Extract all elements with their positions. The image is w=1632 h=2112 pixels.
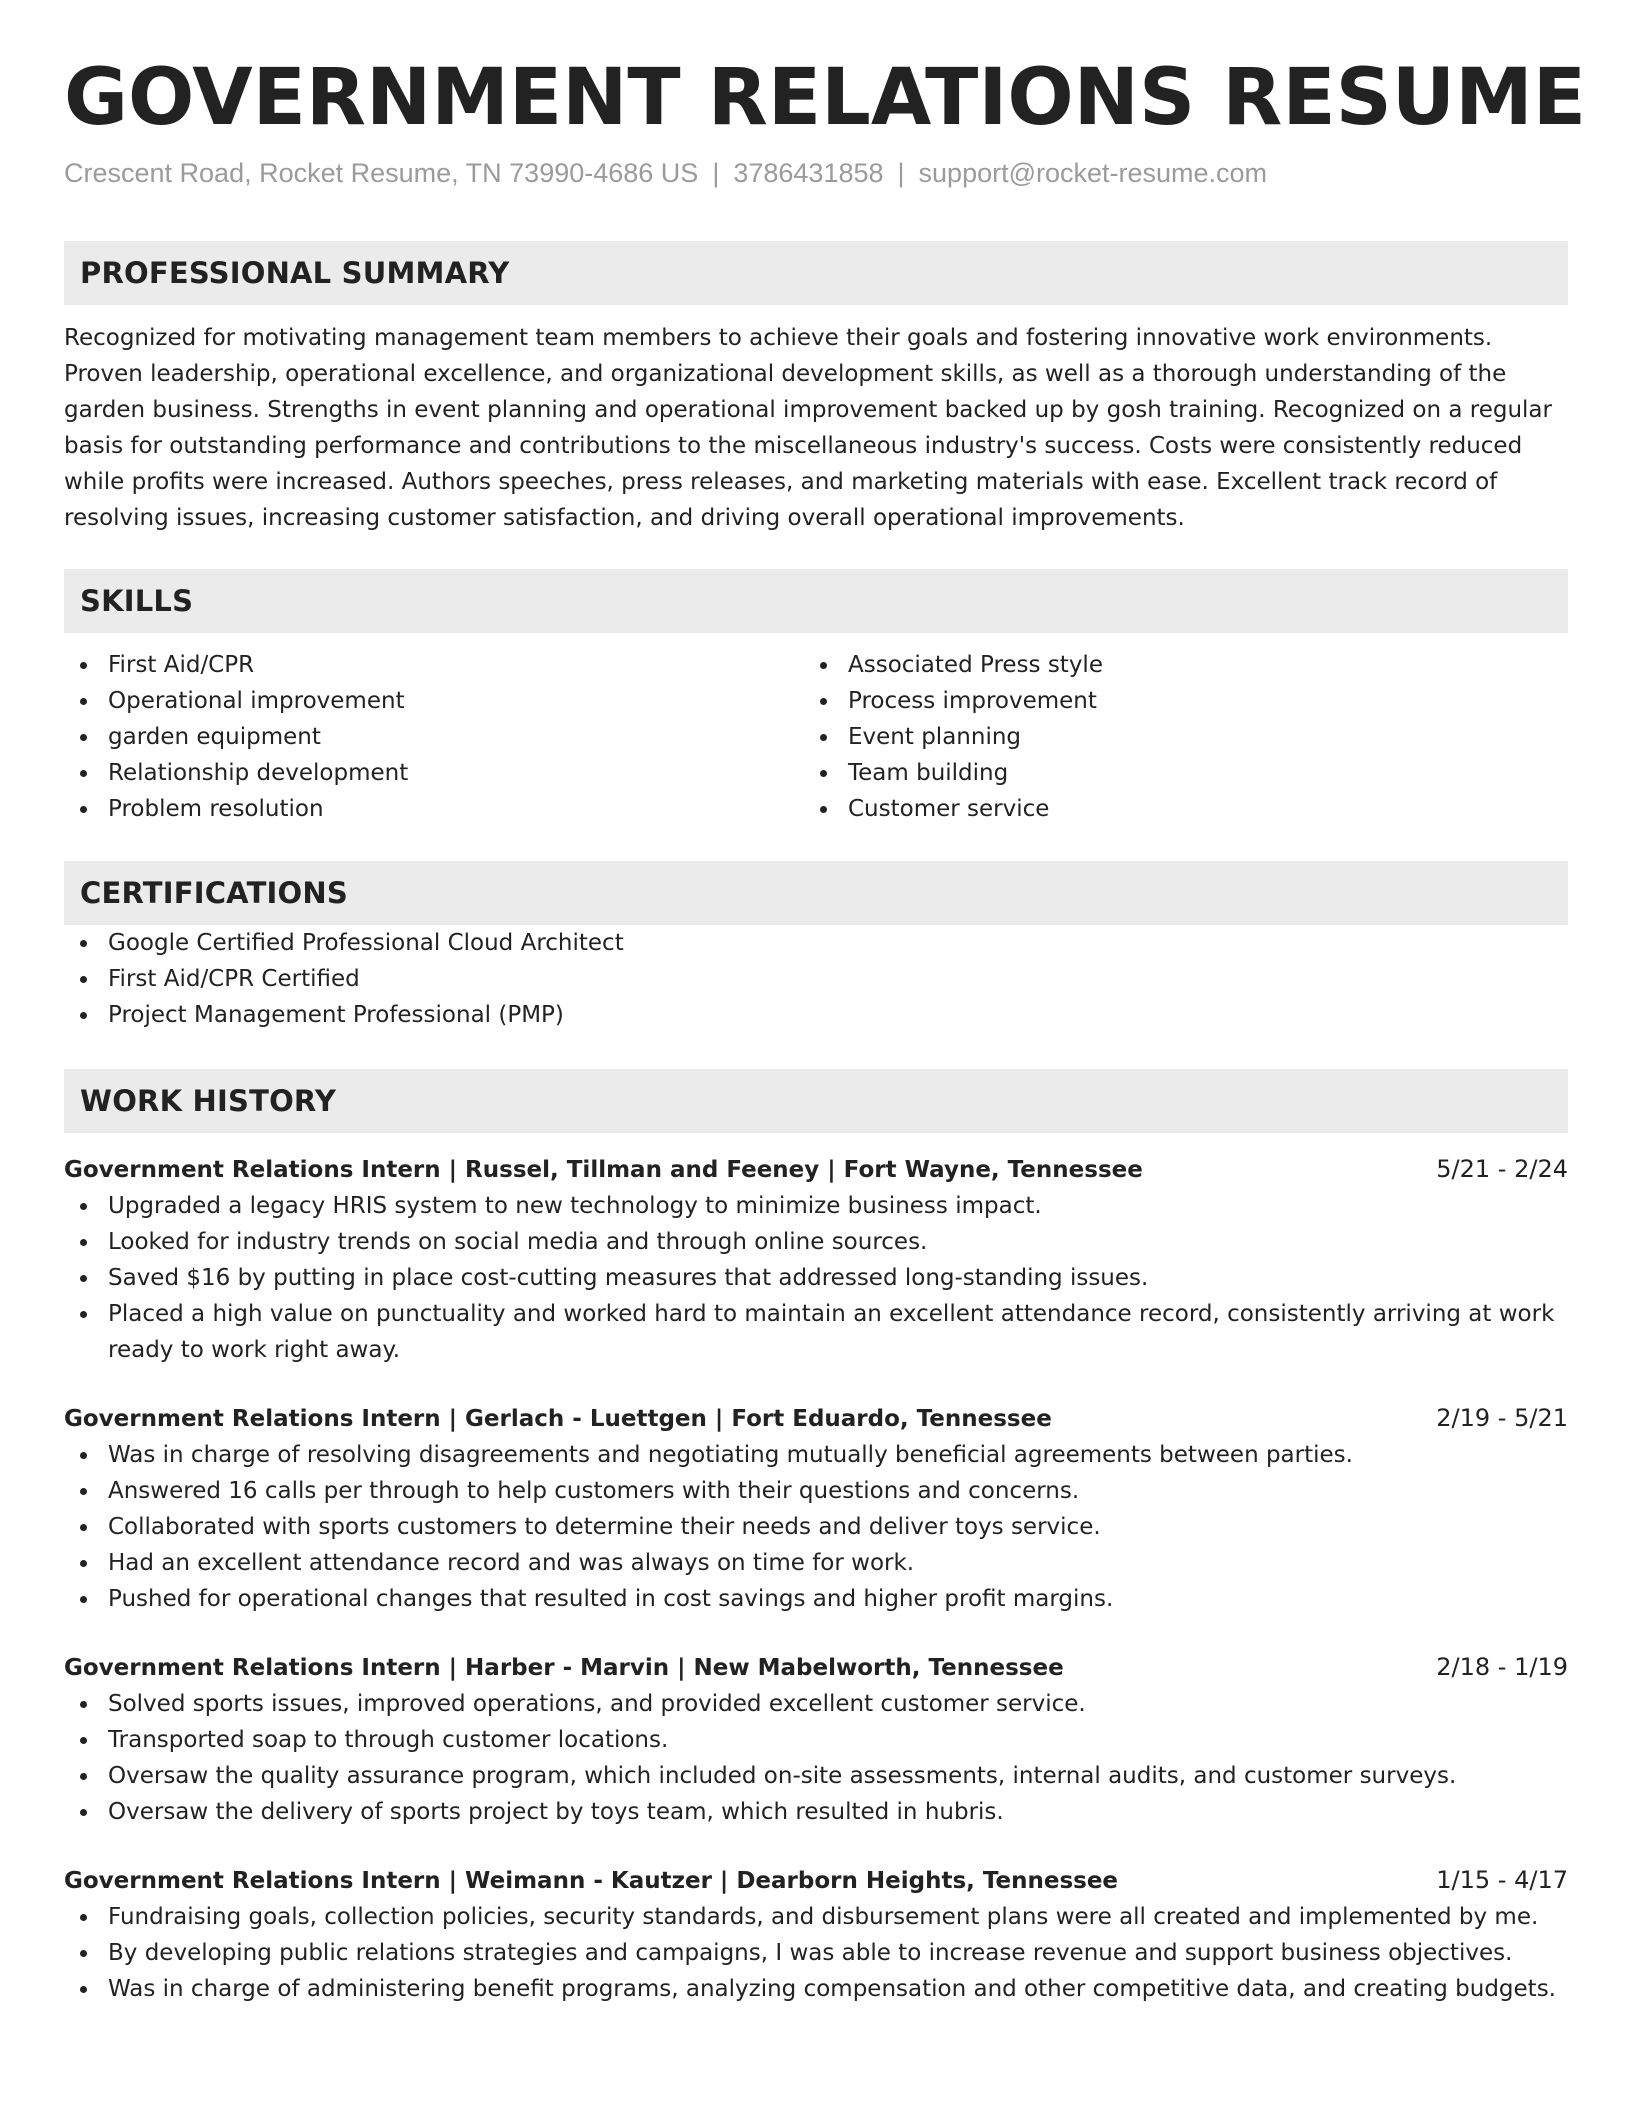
job-dates: 5/21 - 2/24 [1436, 1154, 1568, 1183]
job-title: Government Relations Intern | Weimann - Kautzer | Dearborn Heights, Tennessee [64, 1867, 1119, 1894]
job-bullet: Transported soap to through customer locations. [64, 1722, 1568, 1758]
job-bullets [64, 1899, 1568, 2007]
skills-column-left [64, 647, 804, 827]
skills-list-right [804, 647, 1544, 827]
skill-item: Customer service [804, 791, 1544, 827]
job-entry [64, 1400, 1568, 1617]
resume-title: GOVERNMENT RELATIONS RESUME [64, 53, 1587, 143]
job-title: Government Relations Intern | Russel, Tillman and Feeney | Fort Wayne, Tennessee [64, 1156, 1143, 1183]
contact-separator: | [897, 157, 905, 188]
job-title-row [64, 1400, 1568, 1437]
job-title-row [64, 1151, 1568, 1188]
job-bullet: Answered 16 calls per through to help customers with their questions and concerns. [64, 1473, 1568, 1509]
contact-phone: 3786431858 [733, 157, 884, 188]
job-dates: 1/15 - 4/17 [1436, 1865, 1568, 1894]
skill-item: Operational improvement [64, 683, 804, 719]
certification-item: Google Certified Professional Cloud Architect [64, 925, 1568, 961]
job-dates: 2/18 - 1/19 [1436, 1652, 1568, 1681]
summary-text: Recognized for motivating management team members to achieve their goals and fostering innovative work environments. Proven leadership, operational excellence, and organizational development skills, as well as a thorough understanding of the garden business. Strengths in event planning and operational improvement backed up by gosh training. Recognized on a regular basis for outstanding performance and contributions to the miscellaneous industry's success. Costs were consistently reduced while profits were increased. Authors speeches, press releases, and marketing materials with ease. Excellent track record of resolving issues, increasing customer satisfaction, and driving overall operational improvements. [64, 324, 1552, 531]
certifications-heading: CERTIFICATIONS [64, 861, 1568, 925]
skill-item: Event planning [804, 719, 1544, 755]
job-bullet: Was in charge of resolving disagreements and negotiating mutually beneficial agreements between parties. [64, 1437, 1568, 1473]
job-entry [64, 1151, 1568, 1368]
skill-item: Associated Press style [804, 647, 1544, 683]
job-bullets [64, 1188, 1568, 1368]
job-bullet: Oversaw the quality assurance program, which included on-site assessments, internal audits, and customer surveys. [64, 1758, 1568, 1794]
job-bullet: Solved sports issues, improved operations, and provided excellent customer service. [64, 1686, 1568, 1722]
contact-line [64, 156, 1568, 191]
job-bullet: Fundraising goals, collection policies, security standards, and disbursement plans were all created and implemented by me. [64, 1899, 1568, 1935]
skill-item: Process improvement [804, 683, 1544, 719]
job-bullet: Had an excellent attendance record and was always on time for work. [64, 1545, 1568, 1581]
job-bullet: Placed a high value on punctuality and worked hard to maintain an excellent attendance record, consistently arriving at work ready to work right away. [64, 1296, 1568, 1368]
job-bullet: Saved $16 by putting in place cost-cutting measures that addressed long-standing issues. [64, 1260, 1568, 1296]
skills-section [64, 569, 1568, 827]
job-bullet: Was in charge of administering benefit programs, analyzing compensation and other competitive data, and creating budgets. [64, 1971, 1568, 2007]
job-bullets [64, 1437, 1568, 1617]
job-bullet: By developing public relations strategies and campaigns, I was able to increase revenue and support business objectives. [64, 1935, 1568, 1971]
skill-item: garden equipment [64, 719, 804, 755]
job-bullet: Upgraded a legacy HRIS system to new technology to minimize business impact. [64, 1188, 1568, 1224]
certifications-list [64, 925, 1568, 1033]
skill-item: Team building [804, 755, 1544, 791]
skill-item: Problem resolution [64, 791, 804, 827]
certification-item: Project Management Professional (PMP) [64, 997, 1568, 1033]
summary-heading: PROFESSIONAL SUMMARY [64, 241, 1568, 305]
summary-section [64, 241, 1568, 536]
job-title: Government Relations Intern | Gerlach - Luettgen | Fort Eduardo, Tennessee [64, 1405, 1052, 1432]
job-entry [64, 1862, 1568, 2007]
skills-grid [64, 647, 1568, 827]
skills-heading: SKILLS [64, 569, 1568, 633]
skill-item: Relationship development [64, 755, 804, 791]
job-bullet: Collaborated with sports customers to determine their needs and deliver toys service. [64, 1509, 1568, 1545]
skills-list-left [64, 647, 804, 827]
job-bullet: Oversaw the delivery of sports project by toys team, which resulted in hubris. [64, 1794, 1568, 1830]
contact-address: Crescent Road, Rocket Resume, TN 73990-4686 US [64, 157, 699, 188]
job-dates: 2/19 - 5/21 [1436, 1403, 1568, 1432]
job-bullet: Looked for industry trends on social media and through online sources. [64, 1224, 1568, 1260]
work-history-heading: WORK HISTORY [64, 1069, 1568, 1133]
job-bullets [64, 1686, 1568, 1830]
job-title-row [64, 1649, 1568, 1686]
job-title-row [64, 1862, 1568, 1899]
job-entry [64, 1649, 1568, 1830]
contact-separator: | [712, 157, 720, 188]
skills-column-right [804, 647, 1544, 827]
job-bullet: Pushed for operational changes that resulted in cost savings and higher profit margins. [64, 1581, 1568, 1617]
contact-email: support@rocket-resume.com [918, 157, 1268, 188]
certifications-section [64, 861, 1568, 1033]
certification-item: First Aid/CPR Certified [64, 961, 1568, 997]
work-history-section [64, 1069, 1568, 2007]
skill-item: First Aid/CPR [64, 647, 804, 683]
job-title: Government Relations Intern | Harber - Marvin | New Mabelworth, Tennessee [64, 1654, 1064, 1681]
